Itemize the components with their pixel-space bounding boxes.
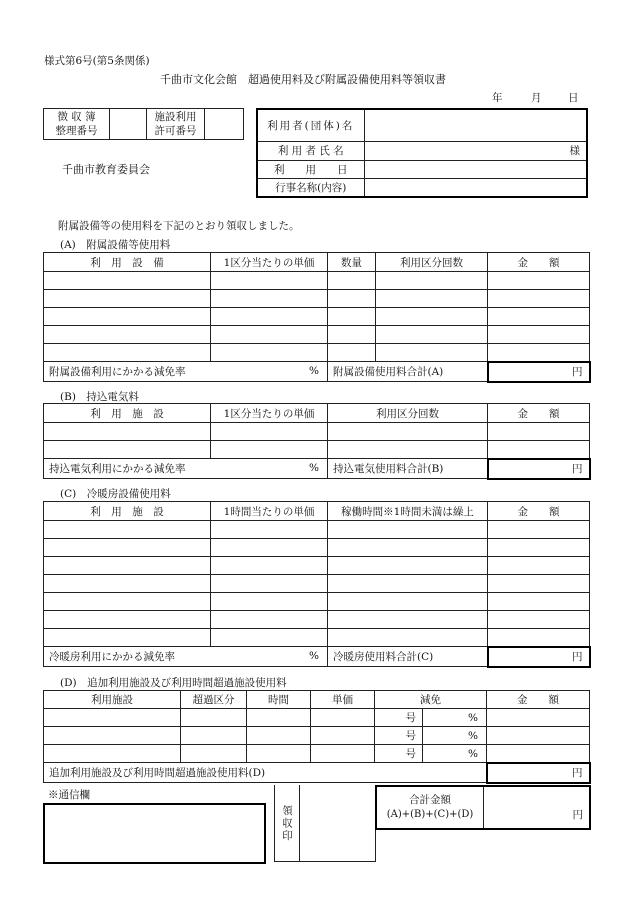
section-c-reduction-label: 冷暖房利用にかかる減免率	[49, 651, 175, 663]
use-date-field[interactable]	[364, 160, 587, 178]
section-c-total-field[interactable]: 円	[488, 647, 590, 667]
table-row[interactable]	[44, 290, 590, 308]
reduction-percent-mark: %	[423, 709, 487, 727]
table-row[interactable]	[44, 326, 590, 344]
section-b-percent: %	[309, 462, 319, 474]
col-unit-price: 1区分当たりの単価	[211, 404, 328, 423]
reduction-number-mark: 号	[375, 727, 423, 745]
permit-number-label: 施設利用 許可番号	[147, 109, 205, 140]
col-amount: 金 額	[487, 691, 590, 709]
grand-total-formula: (A)+(B)+(C)+(D)	[386, 809, 474, 820]
col-operating-hours: 稼働時間※1時間未満は繰上	[328, 502, 488, 521]
col-amount: 金 額	[488, 253, 590, 272]
reduction-number-mark: 号	[375, 745, 423, 763]
table-row[interactable]	[44, 539, 590, 557]
section-a-total-label: 附属設備使用料合計(A)	[328, 362, 488, 382]
grand-total-label: 合計金額	[409, 794, 451, 806]
section-a-reduction-row[interactable]	[44, 362, 328, 382]
section-c-reduction-row[interactable]	[44, 647, 328, 667]
col-unit-price: 単価	[311, 691, 375, 709]
section-b-table	[43, 403, 591, 480]
honorific-label: 様	[569, 145, 580, 157]
table-row[interactable]	[44, 344, 590, 362]
receipt-stamp-box	[274, 785, 376, 862]
reduction-number-mark: 号	[375, 709, 423, 727]
section-a-total-field[interactable]: 円	[488, 362, 590, 382]
receipt-stamp-label-cell	[275, 785, 300, 861]
receipt-stamp-field[interactable]	[300, 785, 375, 861]
use-date-label: 利 用 日	[257, 160, 364, 178]
col-amount: 金 額	[488, 404, 590, 423]
col-overtime-category: 超過区分	[181, 691, 247, 709]
event-name-label: 行事名称(内容)	[257, 178, 364, 197]
ledger-number-label: 徴 収 簿 整理番号	[44, 109, 110, 140]
section-a-percent: %	[309, 365, 319, 377]
user-name-field[interactable]	[364, 141, 587, 160]
issuer-name: 千曲市教育委員会	[62, 163, 150, 176]
col-reduction: 減免	[375, 691, 487, 709]
col-facility: 利 用 施 設	[44, 404, 211, 423]
section-b-reduction-label: 持込電気利用にかかる減免率	[49, 463, 186, 475]
section-c-total-label: 冷暖房使用料合計(C)	[328, 647, 488, 667]
user-name-label: 利 用 者 氏 名	[257, 141, 364, 160]
section-b-heading: (B) 持込電気料	[60, 391, 139, 403]
col-amount: 金 額	[488, 502, 590, 521]
intro-text: 附属設備等の使用料を下記のとおり領収しました。	[58, 220, 300, 232]
table-row[interactable]	[44, 629, 590, 647]
reduction-percent-mark: %	[423, 727, 487, 745]
section-c-heading: (C) 冷暖房設備使用料	[60, 488, 171, 500]
section-a-table	[43, 252, 591, 383]
col-time: 時間	[247, 691, 311, 709]
grand-total-box	[375, 785, 591, 830]
col-facility: 利用施設	[44, 691, 181, 709]
date-year-label: 年	[492, 92, 503, 104]
organization-name-label: 利用者(団体)名	[257, 109, 364, 141]
notes-label: ※通信欄	[48, 789, 90, 801]
col-unit-price: 1時間当たりの単価	[211, 502, 328, 521]
notes-field[interactable]	[43, 803, 266, 864]
col-facility: 利 用 施 設	[44, 502, 211, 521]
table-row[interactable]	[44, 308, 590, 326]
section-d-total-field[interactable]: 円	[487, 763, 590, 783]
table-row[interactable]	[44, 521, 590, 539]
table-row[interactable]	[44, 272, 590, 290]
section-c-table	[43, 501, 591, 668]
form-number: 様式第6号(第5条関係)	[44, 55, 150, 67]
table-row[interactable]	[44, 611, 590, 629]
section-b-total-label: 持込電気使用料合計(B)	[328, 459, 488, 479]
reduction-percent-mark: %	[423, 745, 487, 763]
table-row[interactable]	[44, 709, 590, 727]
table-row[interactable]	[44, 441, 590, 459]
ledger-number-field[interactable]	[110, 109, 147, 140]
section-b-total-field[interactable]: 円	[488, 459, 590, 479]
receipt-stamp-label: 領収印	[281, 805, 293, 843]
grand-total-field[interactable]	[484, 787, 589, 828]
permit-number-field[interactable]	[205, 109, 244, 140]
event-name-field[interactable]	[364, 178, 587, 197]
col-usage-count: 利用区分回数	[328, 404, 488, 423]
col-quantity: 数量	[328, 253, 376, 272]
table-row[interactable]	[44, 557, 590, 575]
grand-total-label-cell	[377, 787, 484, 828]
table-row[interactable]	[44, 593, 590, 611]
organization-name-field[interactable]	[364, 109, 587, 141]
table-row[interactable]	[44, 423, 590, 441]
section-b-reduction-row[interactable]	[44, 459, 328, 479]
section-d-total-label: 追加利用施設及び利用時間超過施設使用料(D)	[44, 763, 487, 783]
table-row[interactable]	[44, 575, 590, 593]
date-day-label: 日	[568, 92, 579, 104]
grand-total-yen: 円	[572, 809, 583, 821]
table-row[interactable]	[44, 745, 590, 763]
table-row[interactable]	[44, 727, 590, 745]
col-unit-price: 1区分当たりの単価	[211, 253, 328, 272]
date-month-label: 月	[531, 92, 542, 104]
section-a-reduction-label: 附属設備利用にかかる減免率	[49, 366, 186, 378]
section-d-heading: (D) 追加利用施設及び利用時間超過施設使用料	[60, 677, 287, 689]
col-usage-count: 利用区分回数	[376, 253, 488, 272]
section-c-percent: %	[309, 650, 319, 662]
document-title: 千曲市文化会館 超過使用料及び附属設備使用料等領収書	[160, 73, 446, 86]
section-d-table	[43, 690, 591, 784]
col-equipment: 利 用 設 備	[44, 253, 211, 272]
section-a-heading: (A) 附属設備等使用料	[60, 239, 171, 251]
user-info-table	[256, 108, 588, 198]
reference-number-table	[43, 108, 244, 140]
